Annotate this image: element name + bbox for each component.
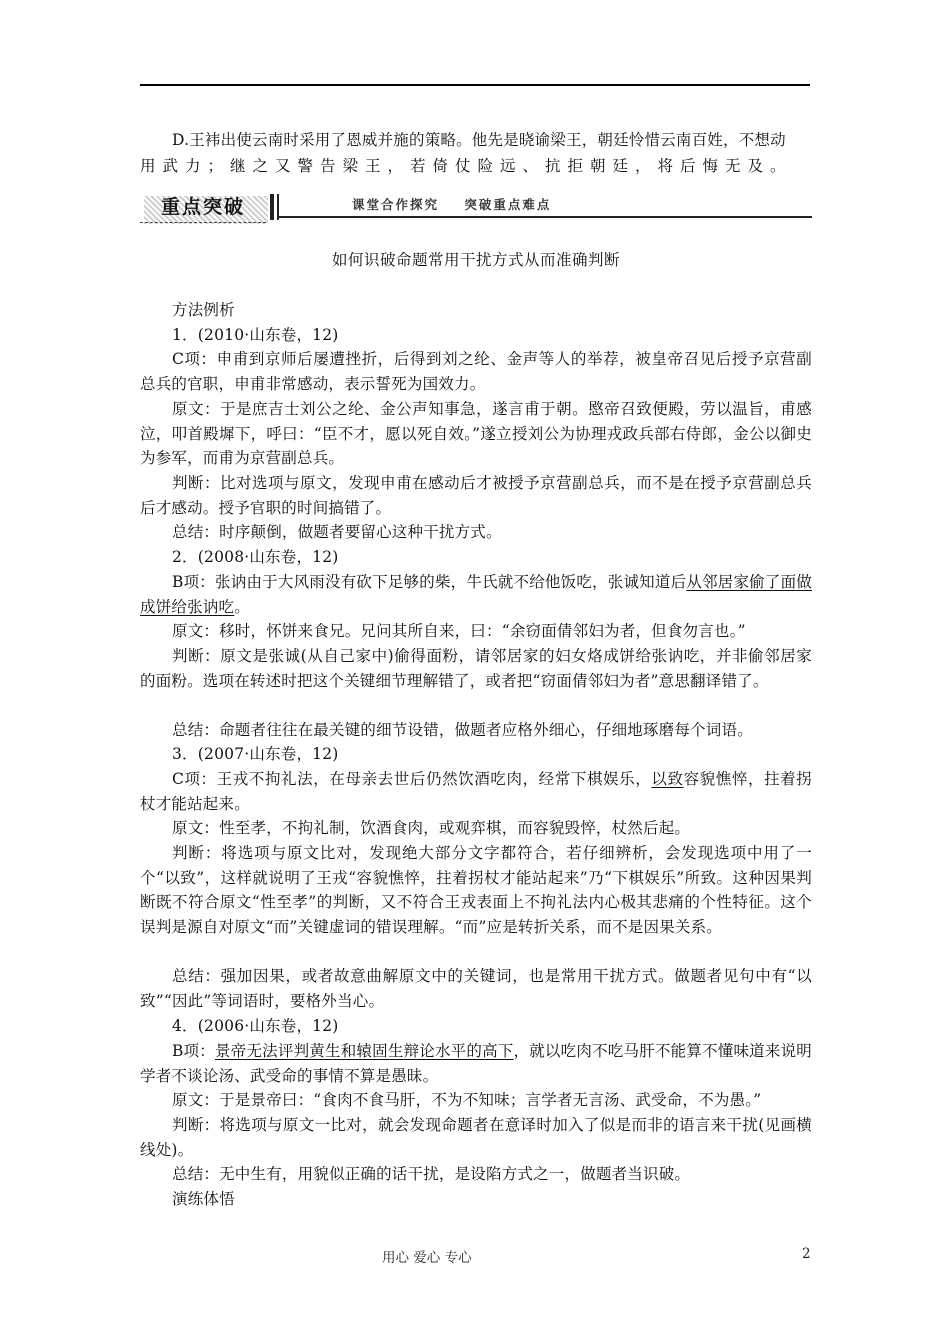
footer-slogan: 用心 爱心 专心 [382,1250,472,1266]
ex2-option: B项：张讷由于大风雨没有砍下足够的柴，牛氏就不给他饭吃，张诚知道后从邻居家偷了面做成饼给张讷吃。 [140,573,812,616]
section-banner [140,192,812,226]
ex2-label: 2．(2008·山东卷，12) [172,548,339,566]
ex3-judgement: 判断：将选项与原文比对，发现绝大部分文字都符合，若仔细辨析，会发现选项中用了一个“以致”，这样就说明了王戎“容貌憔悴，拄着拐杖才能站起来”乃“下棋娱乐”所致。这种因果判断既不符合原文“性至孝”的判断，又不符合王戎表面上不拘礼法内心极其悲痛的个性特征。这个误判是源自对原文“而”关键虚词的错误理解。“而”应是转折关系，而不是因果关系。 [140,844,812,936]
ex1-judgement: 判断：比对选项与原文，发现申甫在感动后才被授予京营副总兵，而不是在授予京营副总兵后才感动。授予官职的时间搞错了。 [140,474,812,517]
ex1-label: 1．(2010·山东卷，12) [172,326,339,344]
banner-subtitle: 课堂合作探究 突破重点难点 [352,197,552,212]
ex3-original: 原文：性至孝，不拘礼制，饮酒食肉，或观弈棋，而容貌毁悴，杖然后起。 [172,819,691,837]
method-heading: 方法例析 [172,301,235,319]
banner-underline [279,216,812,218]
option-d-line2: 用武力；继之又警告梁王，若倚仗险远、抗拒朝廷，将后悔无及。 [140,157,793,175]
practice-heading: 演练体悟 [172,1190,235,1208]
ex3-label: 3．(2007·山东卷，12) [172,745,339,763]
ex4-underlined-phrase: 景帝无法评判黄生和辕固生辩论水平的高下 [215,1042,514,1060]
ex2-underlined-phrase: 从邻居家偷了面做成饼给张讷吃 [140,573,812,616]
ex4-original: 原文：于是景帝曰：“食肉不食马肝，不为不知味；言学者无言汤、武受命，不为愚。” [172,1091,762,1109]
page-number: 2 [802,1246,811,1262]
ex4-label: 4．(2006·山东卷，12) [172,1017,339,1035]
ex3-underlined-phrase: 以致 [651,770,684,788]
banner-title: 重点突破 [140,192,266,223]
ex4-option: B项：景帝无法评判黄生和辕固生辩论水平的高下，就以吃肉不吃马肝不能算不懂味道来说明学者不谈论汤、武受命的事情不算是愚昧。 [140,1042,812,1085]
ex2-original: 原文：移时，怀饼来食兄。兄问其所自来，曰：“余窃面倩邻妇为者，但食勿言也。” [172,622,746,640]
ex4-judgement: 判断：将选项与原文一比对，就会发现命题者在意译时加入了似是而非的语言来干扰(见画横线处)。 [140,1116,812,1159]
ex1-original: 原文：于是庶吉士刘公之纶、金公声知事急，遂言甫于朝。愍帝召致便殿，劳以温旨，甫感泣，叩首殿墀下，呼曰：“臣不才，愿以死自效。”遂立授刘公为协理戎政兵部右侍郎，金公以御史为参军，而甫为京营副总兵。 [140,400,812,467]
ex3-option: C项：王戎不拘礼法，在母亲去世后仍然饮酒吃肉，经常下棋娱乐，以致容貌憔悴，拄着拐杖才能站起来。 [140,770,812,813]
section-title: 如何识破命题常用干扰方式从而准确判断 [331,251,620,269]
option-d-line1: D.王袆出使云南时采用了恩威并施的策略。他先是晓谕梁王，朝廷怜惜云南百姓，不想动 [172,131,786,149]
ex1-summary: 总结：时序颠倒，做题者要留心这种干扰方式。 [172,523,502,541]
ex2-summary: 总结：命题者往往在最关键的细节设错，做题者应格外细心，仔细地琢磨每个词语。 [172,721,753,739]
ex1-option: C项：申甫到京师后屡遭挫折，后得到刘之纶、金声等人的举荐，被皇帝召见后授予京营副总兵的官职，申甫非常感动，表示誓死为国效力。 [140,350,812,393]
banner-divider [270,194,274,220]
header-rule [140,84,810,86]
ex2-judgement: 判断：原文是张诚(从自己家中)偷得面粉，请邻居家的妇女烙成饼给张讷吃，并非偷邻居家的面粉。选项在转述时把这个关键细节理解错了，或者把“窃面倩邻妇为者”意思翻译错了。 [140,647,812,690]
ex4-summary: 总结：无中生有，用貌似正确的话干扰，是设陷方式之一，做题者当识破。 [172,1165,691,1183]
ex3-summary: 总结：强加因果，或者故意曲解原文中的关键词，也是常用干扰方式。做题者见句中有“以致”“因此”等词语时，要格外当心。 [140,967,812,1010]
